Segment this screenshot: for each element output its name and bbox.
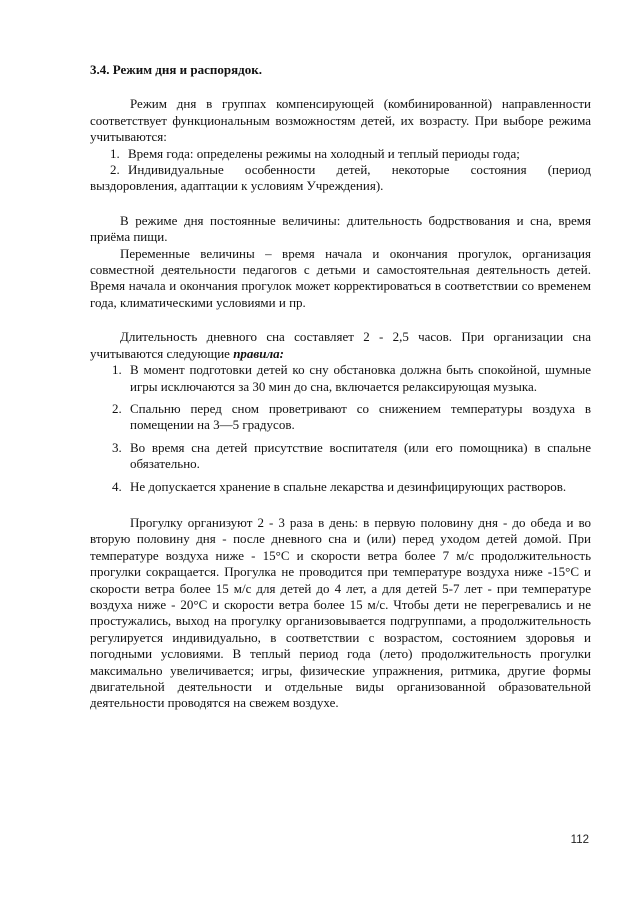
list-item-text: Спальню перед сном проветривают со снижением температуры воздуха в помещении на 3—5 градусов. (130, 400, 591, 433)
factors-list (90, 146, 591, 195)
variables-paragraph: Переменные величины – время начала и окончания прогулок, организация совместной деятельности педагогов с детьми и самостоятельная деятельность детей. Время начала и окончания прогулок может корректироваться в соответствии со временем года, климатическими условиями и пр. (90, 245, 591, 310)
spacer (90, 501, 591, 515)
list-item-number: 2. (112, 400, 122, 416)
list-item-text: В момент подготовки детей ко сну обстановка должна быть спокойной, шумные игры исключаются за 30 мин до сна, включается релаксирующая музыка. (130, 362, 591, 394)
list-item (90, 479, 591, 495)
list-item (90, 401, 591, 434)
page-content (90, 62, 591, 712)
spacer (90, 311, 591, 329)
list-item-number: 1. (112, 362, 122, 378)
list-item-number: 1. (110, 145, 120, 161)
intro-paragraph: Режим дня в группах компенсирующей (комбинированной) направленности соответствует функциональным возможностям детей, их возрасту. При выборе режима учитываются: (90, 96, 591, 145)
constants-paragraph: В режиме дня постоянные величины: длительность бодрствования и сна, время приёма пищи. (90, 212, 591, 245)
list-item (90, 162, 591, 195)
list-item-number: 2. (110, 162, 120, 178)
spacer (90, 195, 591, 213)
list-item-text: Время года: определены режимы на холодный и теплый периоды года; (128, 145, 520, 161)
list-item (90, 440, 591, 473)
sleep-paragraph (90, 329, 591, 362)
list-item-number: 4. (112, 478, 122, 494)
sleep-text: Длительность дневного сна составляет 2 - 2,5 часов. При организации сна учитываются следующие (90, 329, 591, 361)
list-item (90, 146, 591, 162)
rules-emphasis: правила: (233, 345, 284, 361)
page-number: 112 (570, 834, 589, 846)
list-item-text: Не допускается хранение в спальне лекарства и дезинфицирующих растворов. (130, 478, 567, 494)
list-item-text: Во время сна детей присутствие воспитателя (или его помощника) в спальне обязательно. (130, 439, 591, 472)
list-item-text: Индивидуальные особенности детей, некоторые состояния (период выздоровления, адаптации к условиям Учреждения). (90, 162, 591, 194)
walk-paragraph: Прогулку организуют 2 - 3 раза в день: в первую половину дня - до обеда и во вторую половину дня - после дневного сна и (или) перед уходом детей домой. При температуре воздуха ниже - 15°С и скорости ветра более 7 м/с продолжительность прогулки сокращается. Прогулка не проводится при температуре воздуха ниже -15°С и скорости ветра более 15 м/с для детей до 4 лет, а для детей 5-7 лет - при температуре воздуха ниже - 20°С и скорости ветра более 15 м/с. Чтобы дети не перегревались и не простужались, выход на прогулку организовывается подгруппами, а продолжительность регулируется индивидуально, в соответствии с возрастом, состоянием здоровья и погодными условиями. В теплый период года (лето) продолжительность прогулки максимально увеличивается; игры, физические упражнения, ритмика, другие формы двигательной деятельности и отдельные виды организованной образовательной деятельности проводятся на свежем воздухе. (90, 514, 591, 711)
sleep-rules-list (90, 362, 591, 495)
list-item (90, 362, 591, 395)
list-item-number: 3. (112, 439, 122, 455)
section-heading: 3.4. Режим дня и распорядок. (90, 62, 262, 77)
